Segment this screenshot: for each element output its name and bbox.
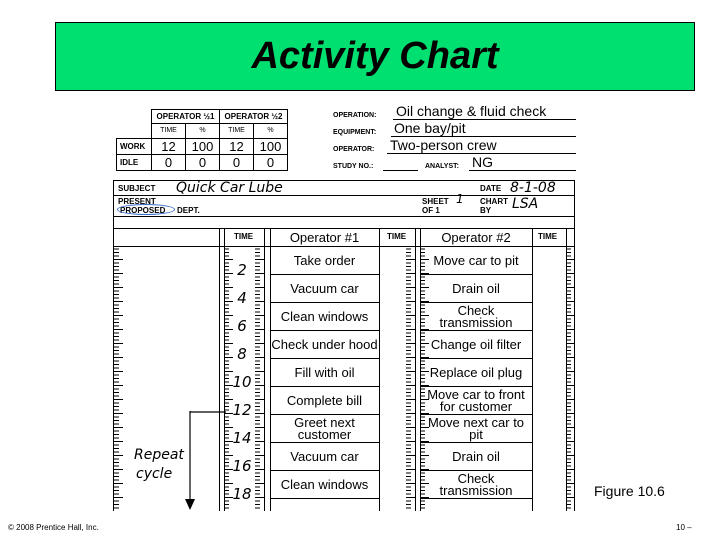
repeat-label: Repeat (134, 447, 184, 463)
table-row (117, 154, 288, 170)
date-value: 8-1-08 (510, 180, 556, 196)
subject-label: SUBJECT (118, 184, 156, 193)
activity-cell: Greet next customer (270, 415, 379, 443)
table-cell: 0 (220, 154, 254, 170)
operator-2-header: OPERATOR ½2 (220, 110, 288, 124)
time-column-header: TIME (538, 232, 558, 241)
time-marker: 6 (237, 317, 247, 335)
activity-cell: Take order (270, 247, 379, 275)
activity-cell: Drain oil (420, 443, 532, 471)
activity-cell: Vacuum car (270, 275, 379, 303)
activity-cell: Fill with oil (270, 359, 379, 387)
table-cell: 12 (220, 138, 254, 154)
time-subheader: TIME (220, 124, 254, 139)
copyright-footer: © 2008 Prentice Hall, Inc. (8, 523, 99, 532)
dept-label: DEPT. (177, 206, 200, 215)
time-marker: 2 (237, 261, 247, 279)
subject-value: Quick Car Lube (176, 180, 283, 196)
of-label: OF 1 (422, 206, 440, 215)
table-cell: 100 (254, 138, 288, 154)
time-column-header: TIME (387, 232, 407, 241)
study-label: STUDY NO.: (333, 163, 374, 170)
analyst-value: NG (469, 155, 576, 171)
activity-cell: Move car to pit (420, 247, 532, 275)
activity-cell: Check transmission (420, 303, 532, 331)
time-marker: 4 (237, 289, 247, 307)
equipment-value: One bay/pit (391, 121, 576, 137)
activity-cell: Vacuum car (270, 443, 379, 471)
table-cell: 12 (152, 138, 186, 154)
pct-subheader: % (254, 124, 288, 139)
activity-cell: Move car to front for customer (420, 387, 532, 415)
operation-label: OPERATION: (333, 112, 377, 119)
activity-cell: Drain oil (420, 275, 532, 303)
time-marker: 14 (232, 429, 252, 447)
by-label: BY (480, 206, 492, 215)
title-banner (55, 22, 695, 91)
analyst-label: ANALYST: (425, 163, 459, 170)
time-marker: 10 (232, 373, 252, 391)
slide-title: Activity Chart (251, 35, 499, 77)
operator-2-column-header: Operator #2 (441, 230, 511, 245)
table-cell: 0 (152, 154, 186, 170)
activity-cell: Clean windows (270, 303, 379, 331)
proposed-label: PROPOSED (120, 206, 166, 215)
table-cell: 0 (186, 154, 220, 170)
page-number: 10 – (676, 523, 692, 532)
operation-row (333, 104, 593, 120)
table-cell: 100 (186, 138, 220, 154)
activity-cell: Check transmission (420, 471, 532, 499)
repeat-bracket (190, 409, 230, 415)
sheet-number: 1 (456, 192, 464, 206)
activity-cell: Move next car to pit (420, 415, 532, 443)
activity-cell: Check under hood (270, 331, 379, 359)
operator-1-column-header: Operator #1 (289, 230, 360, 245)
operator-value: Two-person crew (387, 138, 576, 154)
cycle-label: cycle (136, 466, 173, 482)
pct-subheader: % (186, 124, 220, 139)
row-label: WORK (117, 138, 152, 154)
date-label: DATE (480, 184, 502, 193)
time-marker: 12 (232, 401, 252, 419)
time-scale-ruler (406, 247, 415, 511)
row-label: IDLE (117, 154, 152, 170)
chart-label: CHART (480, 197, 508, 206)
activity-cell: Replace oil plug (420, 359, 532, 387)
equipment-label: EQUIPMENT: (333, 129, 377, 136)
activity-cell: Change oil filter (420, 331, 532, 359)
operator-label: OPERATOR: (333, 146, 375, 153)
operator-1-header: OPERATOR ½1 (152, 110, 220, 124)
time-marker: 18 (232, 485, 252, 503)
time-marker: 16 (232, 457, 252, 475)
operator-summary-table (116, 109, 288, 171)
time-scale-ruler (114, 247, 123, 511)
activity-chart-sheet (113, 180, 575, 511)
activity-cell: Complete bill (270, 387, 379, 415)
present-label: PRESENT (118, 197, 156, 206)
figure-label: Figure 10.6 (594, 483, 665, 499)
activity-cell: Clean windows (270, 471, 379, 499)
table-cell: 0 (254, 154, 288, 170)
time-marker: 8 (237, 345, 247, 363)
time-subheader: TIME (152, 124, 186, 139)
operation-value: Oil change & fluid check (393, 104, 576, 120)
study-row (333, 155, 593, 171)
table-row (117, 138, 288, 154)
chart-by-value: LSA (512, 196, 539, 212)
sheet-label: SHEET (422, 197, 449, 206)
proposed-circle (117, 204, 175, 215)
time-column-header: TIME (234, 232, 254, 241)
study-value (383, 155, 418, 171)
time-scale-ruler (566, 247, 575, 511)
operator-row (333, 138, 593, 154)
equipment-row (333, 121, 593, 137)
